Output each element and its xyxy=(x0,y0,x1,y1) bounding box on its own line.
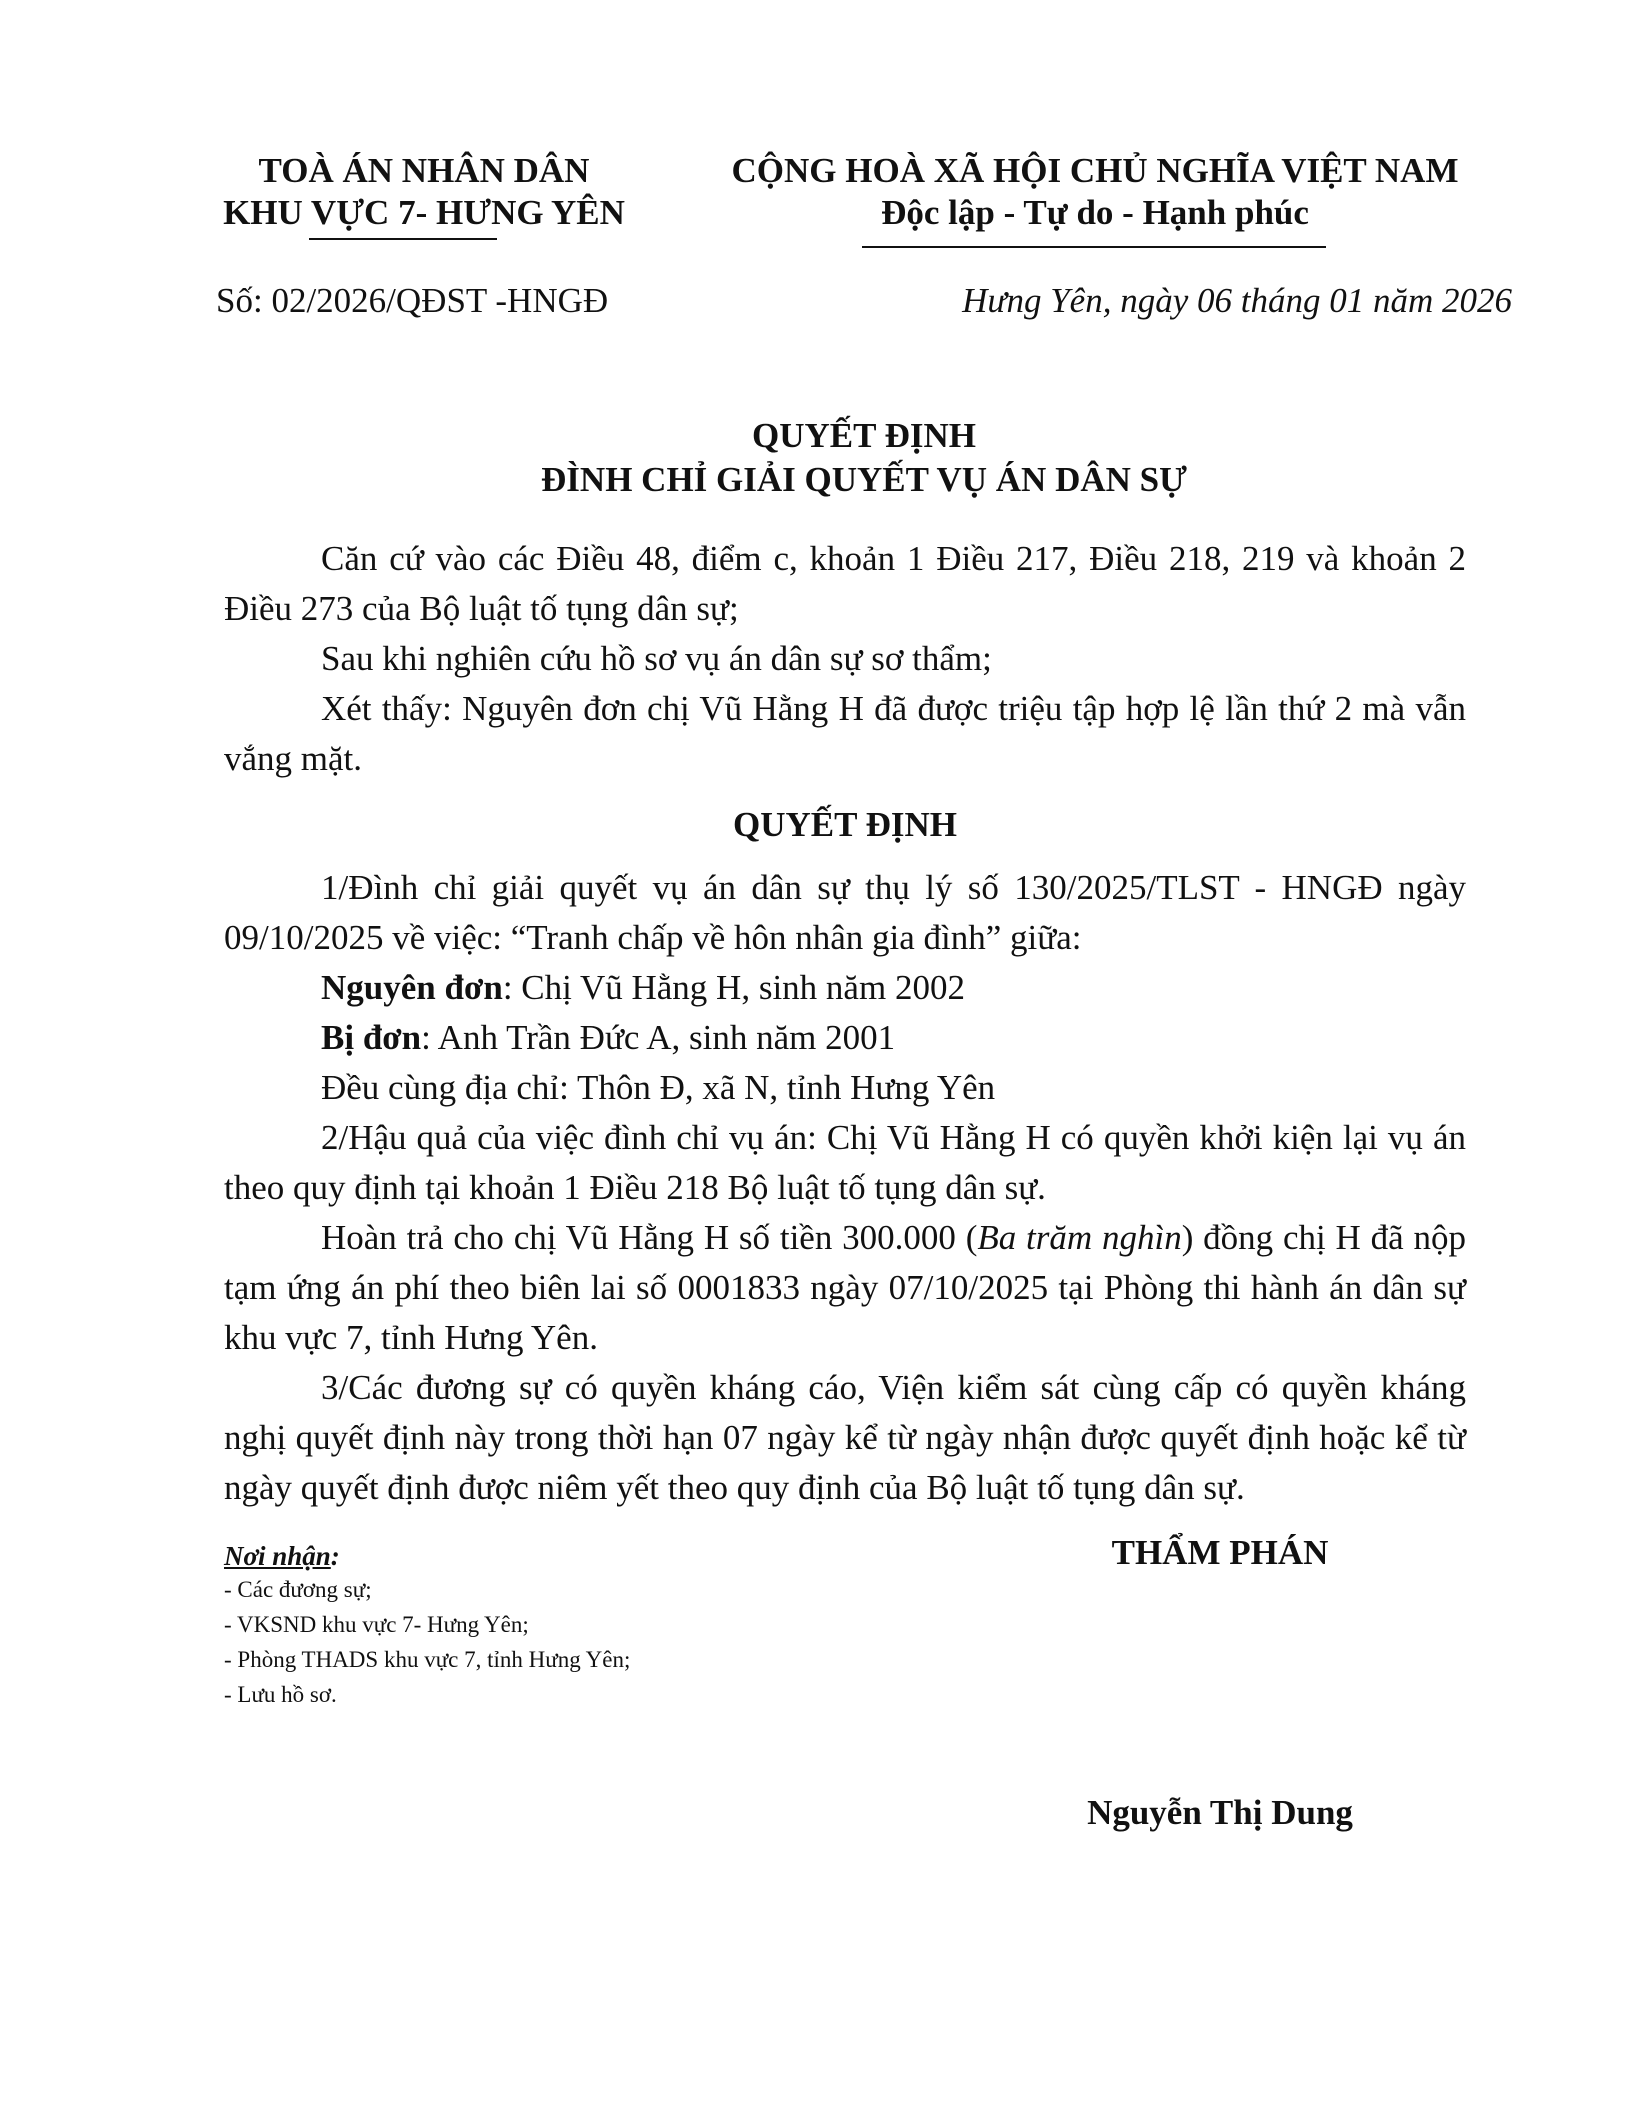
refund-paragraph xyxy=(224,1213,1466,1363)
motto-underline xyxy=(862,246,1326,248)
address-line: Đều cùng địa chỉ: Thôn Đ, xã N, tỉnh Hưng Yên xyxy=(321,1068,996,1107)
decision-heading: QUYẾT ĐỊNH xyxy=(733,805,957,844)
decision-item-2: 2/Hậu quả của việc đình chỉ vụ án: Chị Vũ Hằng H có quyền khởi kiện lại vụ án theo quy định tại khoản 1 Điều 218 Bộ luật tố tụng dân sự. xyxy=(224,1118,1466,1207)
recipients-heading xyxy=(224,1539,340,1573)
defendant-label: Bị đơn xyxy=(321,1018,422,1057)
signer-role: THẨM PHÁN xyxy=(1111,1533,1329,1572)
signer-name: Nguyễn Thị Dung xyxy=(1087,1793,1353,1832)
place-date: Hưng Yên, ngày 06 tháng 01 năm 2026 xyxy=(962,281,1512,320)
recipients-colon: : xyxy=(330,1541,340,1571)
legal-basis-paragraph: Căn cứ vào các Điều 48, điểm c, khoản 1 Điều 217, Điều 218, 219 và khoản 2 Điều 273 của Bộ luật tố tụng dân sự; xyxy=(224,539,1466,628)
decision-subtitle: ĐÌNH CHỈ GIẢI QUYẾT VỤ ÁN DÂN SỰ xyxy=(541,460,1187,499)
nation-motto: Độc lập - Tự do - Hạnh phúc xyxy=(881,193,1309,232)
research-paragraph: Sau khi nghiên cứu hồ sơ vụ án dân sự sơ thẩm; xyxy=(321,639,992,678)
document-number: Số: 02/2026/QĐST -HNGĐ xyxy=(216,281,609,320)
decision-item-3: 3/Các đương sự có quyền kháng cáo, Viện kiểm sát cùng cấp có quyền kháng nghị quyết định này trong thời hạn 07 ngày kể từ ngày nhận được quyết định hoặc kể từ ngày quyết định được niêm yết theo quy định của Bộ luật tố tụng dân sự. xyxy=(224,1368,1466,1507)
decision-title: QUYẾT ĐỊNH xyxy=(752,416,976,455)
court-underline xyxy=(309,238,497,240)
court-name-line1: TOÀ ÁN NHÂN DÂN xyxy=(258,151,590,190)
court-name-line2: KHU VỰC 7- HƯNG YÊN xyxy=(223,193,625,232)
refund-text-end: ) đồng chị H đã nộp tạm ứng án phí theo biên lai số 0001833 ngày 07/10/2025 tại Phòng thi hành án dân sự khu vực 7, tỉnh Hưng Yên. xyxy=(224,1218,1466,1357)
plaintiff-value: : Chị Vũ Hằng H, sinh năm 2002 xyxy=(502,968,965,1007)
recipient-item: - Lưu hồ sơ. xyxy=(224,1682,337,1707)
recipient-item: - VKSND khu vực 7- Hưng Yên; xyxy=(224,1612,529,1637)
plaintiff-label: Nguyên đơn xyxy=(321,968,503,1007)
nation-title: CỘNG HOÀ XÃ HỘI CHỦ NGHĨA VIỆT NAM xyxy=(731,151,1459,190)
finding-paragraph: Xét thấy: Nguyên đơn chị Vũ Hằng H đã được triệu tập hợp lệ lần thứ 2 mà vẫn vắng mặt. xyxy=(224,689,1466,778)
document-body xyxy=(224,534,1466,1513)
defendant-value: : Anh Trần Đức A, sinh năm 2001 xyxy=(421,1018,896,1057)
plaintiff-line xyxy=(224,963,1466,1013)
decision-item-1: 1/Đình chỉ giải quyết vụ án dân sự thụ lý số 130/2025/TLST - HNGĐ ngày 09/10/2025 về việc: “Tranh chấp về hôn nhân gia đình” giữa: xyxy=(224,868,1466,957)
recipient-item: - Phòng THADS khu vực 7, tỉnh Hưng Yên; xyxy=(224,1647,631,1672)
recipient-item: - Các đương sự; xyxy=(224,1577,372,1602)
defendant-line xyxy=(224,1013,1466,1063)
recipients-label: Nơi nhận xyxy=(224,1541,331,1571)
refund-text-start: Hoàn trả cho chị Vũ Hằng H số tiền 300.000 ( xyxy=(321,1218,978,1257)
refund-amount-words: Ba trăm nghìn xyxy=(977,1218,1182,1257)
